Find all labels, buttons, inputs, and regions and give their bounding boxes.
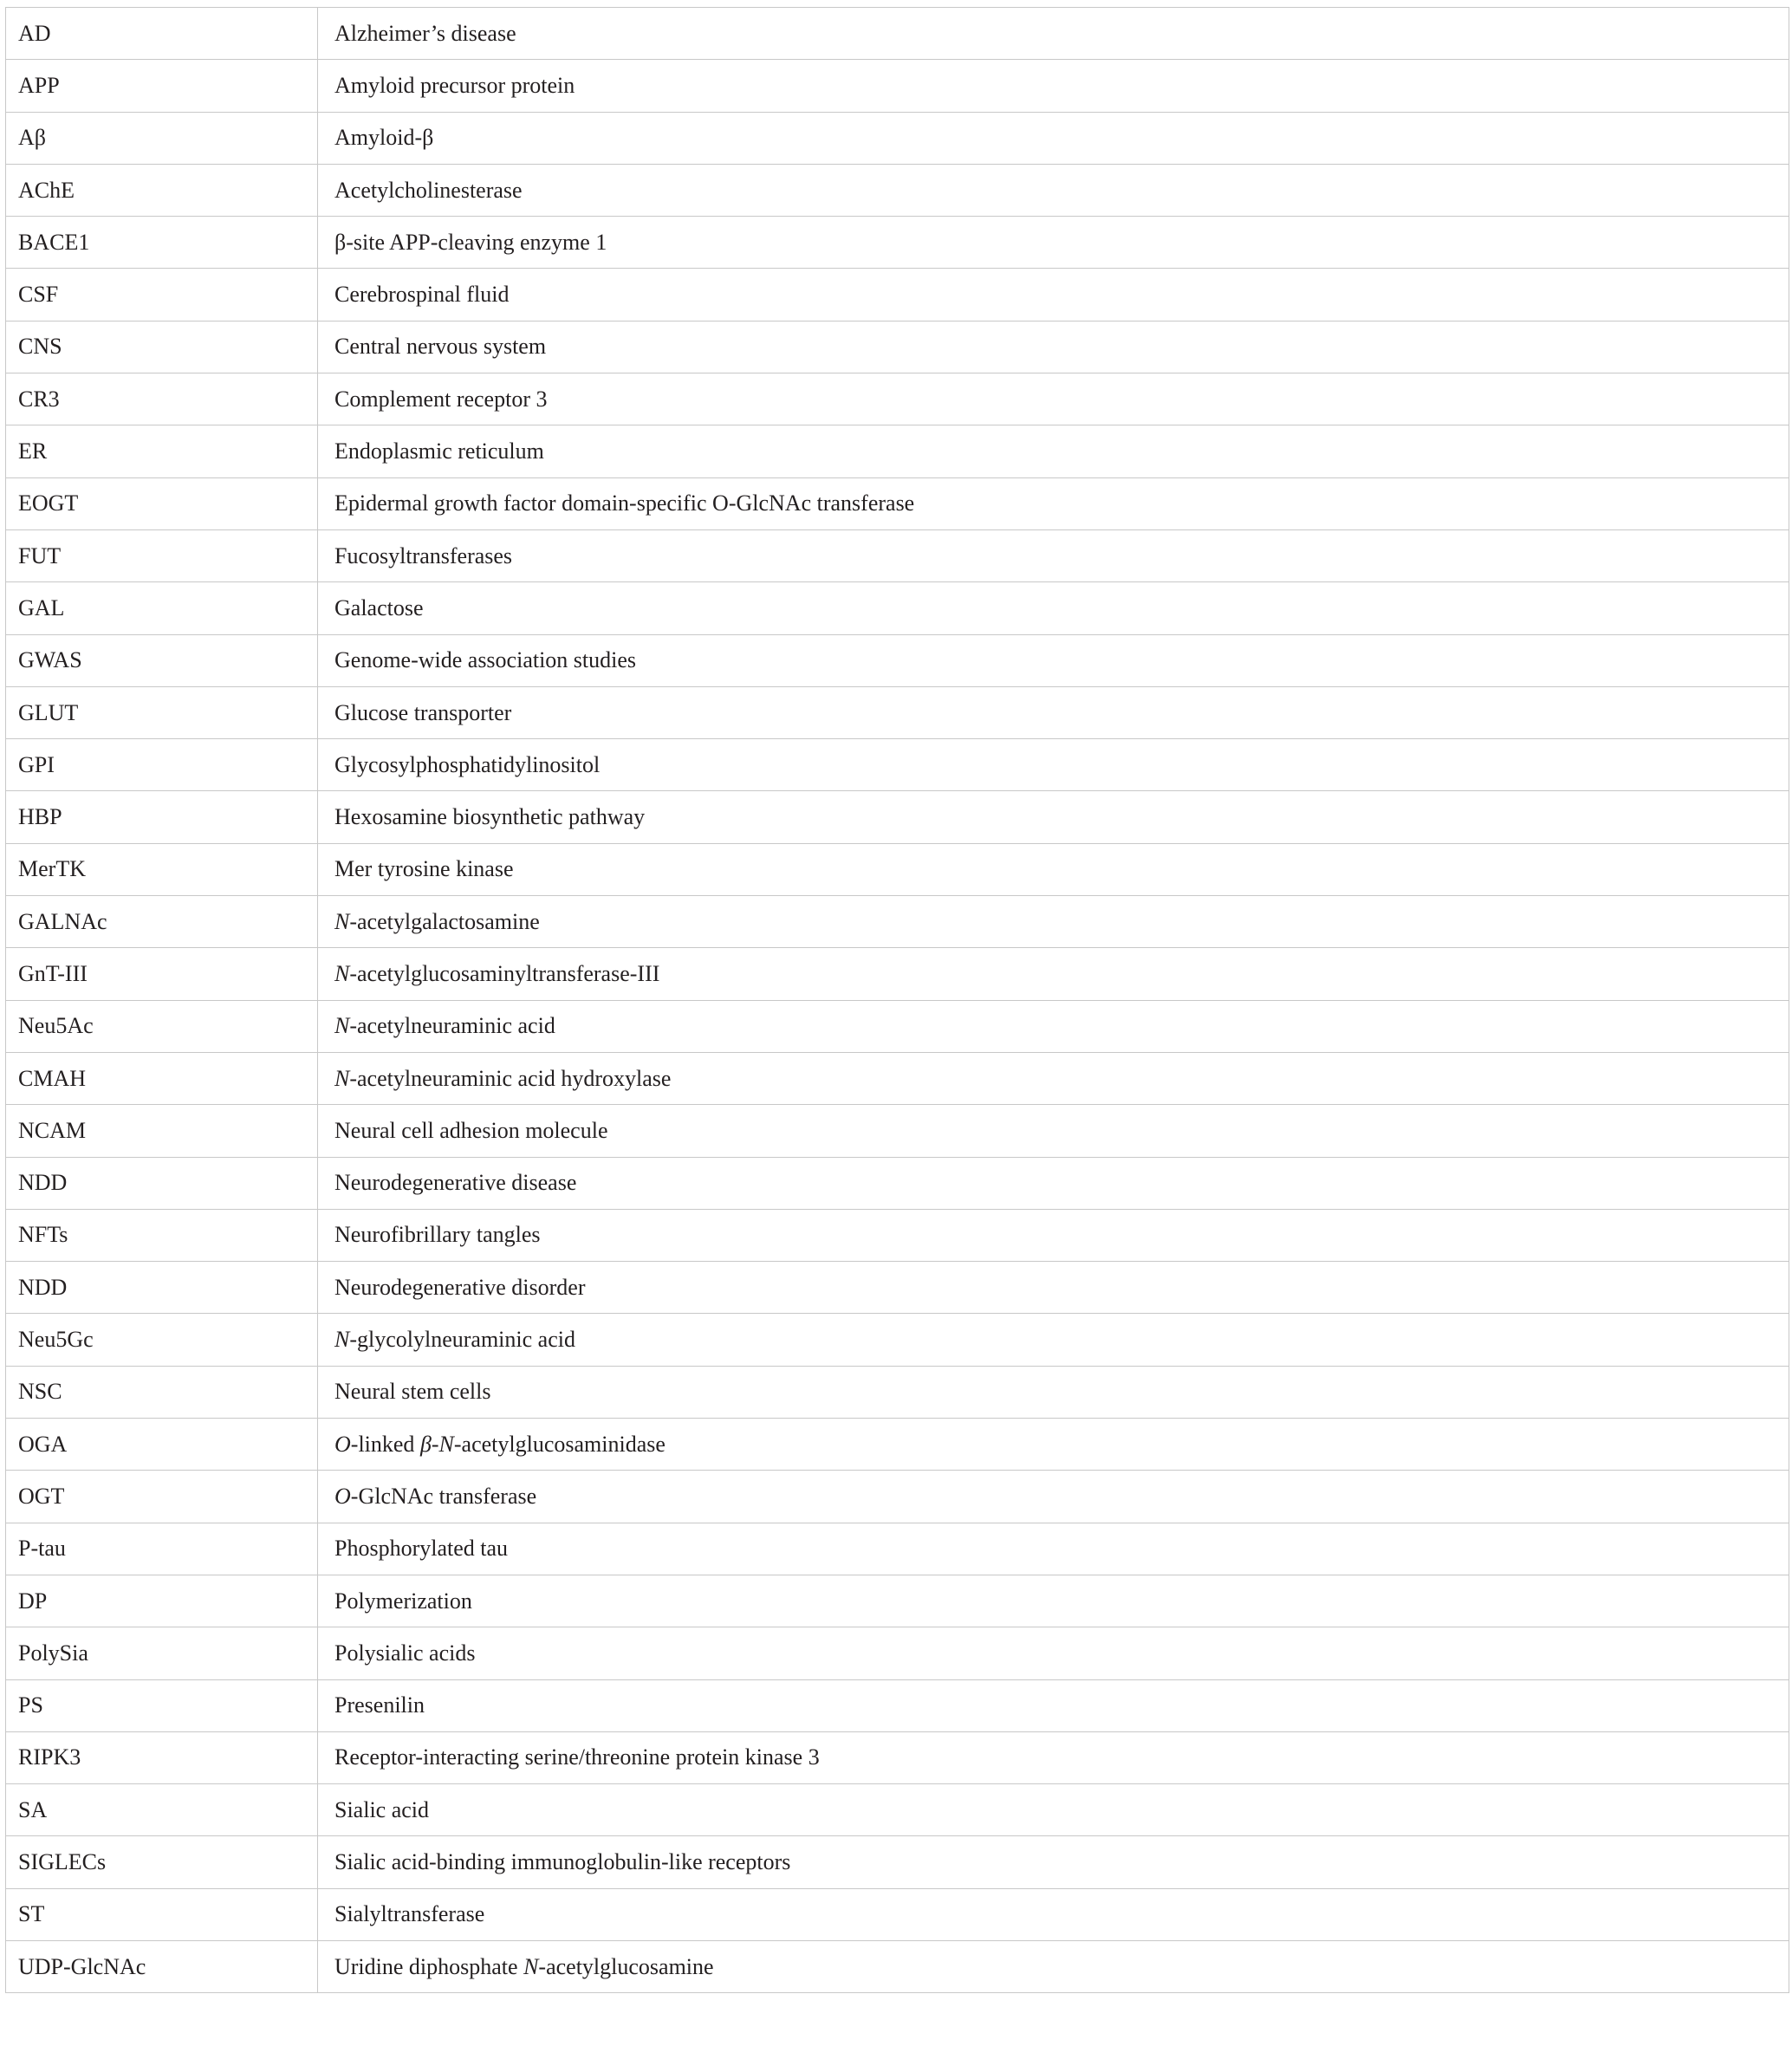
definition-italic-text: N [334,960,350,986]
definition-text: -acetylgalactosamine [349,908,540,934]
abbreviation-cell: RIPK3 [6,1731,318,1783]
table-row [6,529,1789,581]
definition-text: Sialyltransferase [334,1901,485,1927]
table-row [6,1314,1789,1366]
definition-italic-text: N [334,1013,350,1039]
abbreviation-cell: GnT-III [6,948,318,1000]
definition-cell [318,582,1789,634]
definition-text: Cerebrospinal fluid [334,282,510,308]
table-row [6,1523,1789,1575]
table-row [6,1575,1789,1627]
definition-text: Alzheimer’s disease [334,20,516,46]
table-row [6,1836,1789,1888]
abbreviation-cell: GPI [6,739,318,791]
definition-text: Glycosylphosphatidylinositol [334,751,601,777]
definition-text: -acetylglucosamine [538,1953,714,1979]
definition-cell [318,1000,1789,1052]
definition-text: Genome-wide association studies [334,647,637,673]
definition-cell [318,896,1789,948]
definition-text: Receptor-interacting serine/threonine protein kinase 3 [334,1744,820,1770]
definition-text: Sialic acid-binding immunoglobulin-like receptors [334,1849,791,1875]
definition-cell [318,1575,1789,1627]
abbreviation-cell: OGT [6,1471,318,1523]
table-row [6,948,1789,1000]
table-row [6,477,1789,529]
definition-cell [318,60,1789,112]
definition-text: Central nervous system [334,334,547,360]
table-row [6,8,1789,60]
abbreviation-cell: NFTs [6,1209,318,1261]
abbreviation-cell: APP [6,60,318,112]
definition-text: Sialic acid [334,1796,430,1822]
table-row [6,582,1789,634]
definition-text: Uridine diphosphate [334,1953,524,1979]
table-row [6,1888,1789,1940]
definition-text: -linked [350,1431,420,1457]
definition-text: -GlcNAc transferase [350,1483,537,1509]
definition-cell [318,1157,1789,1209]
abbreviation-cell: PolySia [6,1627,318,1679]
definition-cell [318,1209,1789,1261]
table-row [6,1784,1789,1836]
table-row [6,425,1789,477]
abbreviation-cell: SIGLECs [6,1836,318,1888]
definition-cell [318,1888,1789,1940]
table-row [6,1052,1789,1104]
definition-text: Neural stem cells [334,1379,491,1405]
definition-text: Endoplasmic reticulum [334,438,544,464]
abbreviation-cell: SA [6,1784,318,1836]
abbreviation-cell: DP [6,1575,318,1627]
table-row [6,164,1789,216]
abbreviation-cell: CNS [6,321,318,373]
definition-cell [318,791,1789,843]
abbreviation-cell: P-tau [6,1523,318,1575]
abbreviation-cell: BACE1 [6,217,318,269]
definition-text: Complement receptor 3 [334,386,548,412]
table-row [6,896,1789,948]
table-row [6,1209,1789,1261]
table-row [6,791,1789,843]
table-row [6,739,1789,791]
abbreviation-cell: NDD [6,1262,318,1314]
definition-text: Glucose transporter [334,699,512,725]
abbreviations-table [5,7,1789,1993]
definition-cell [318,1262,1789,1314]
definition-text: -acetylneuraminic acid hydroxylase [349,1065,672,1091]
definition-italic-text: N [334,908,350,934]
definition-italic-text: O [334,1483,351,1509]
table-row [6,1731,1789,1783]
definition-cell [318,1836,1789,1888]
definition-cell [318,1523,1789,1575]
abbreviation-cell: GWAS [6,634,318,686]
definition-cell [318,1679,1789,1731]
table-row [6,634,1789,686]
definition-text: -glycolylneuraminic acid [349,1327,575,1353]
definition-text: Polysialic acids [334,1640,476,1666]
table-row [6,1679,1789,1731]
definition-cell [318,425,1789,477]
definition-text: -acetylneuraminic acid [349,1013,555,1039]
abbreviation-cell: NDD [6,1157,318,1209]
table-row [6,112,1789,164]
abbreviation-cell: Neu5Ac [6,1000,318,1052]
definition-cell [318,1052,1789,1104]
definition-text: β-site APP-cleaving enzyme 1 [334,229,607,255]
abbreviation-cell: AChE [6,164,318,216]
definition-cell [318,164,1789,216]
definition-cell [318,1627,1789,1679]
definition-cell [318,321,1789,373]
definition-cell [318,477,1789,529]
table-row [6,1000,1789,1052]
definition-text: Neural cell adhesion molecule [334,1117,608,1143]
definition-cell [318,373,1789,425]
definition-cell [318,1731,1789,1783]
table-row [6,843,1789,895]
definition-cell [318,1314,1789,1366]
abbreviation-cell: GAL [6,582,318,634]
definition-text: Amyloid precursor protein [334,72,575,98]
abbreviation-cell: Neu5Gc [6,1314,318,1366]
definition-cell [318,269,1789,321]
definition-text: Neurodegenerative disorder [334,1274,586,1300]
abbreviation-cell: NSC [6,1366,318,1418]
abbreviation-cell: ER [6,425,318,477]
definition-cell [318,217,1789,269]
definition-cell [318,1471,1789,1523]
definition-text: Presenilin [334,1692,425,1718]
definition-italic-text: N [334,1065,350,1091]
definition-text: -acetylglucosaminyltransferase-III [349,960,660,986]
definition-cell [318,529,1789,581]
abbreviation-cell: FUT [6,529,318,581]
definition-cell [318,1784,1789,1836]
abbreviation-cell: CMAH [6,1052,318,1104]
abbreviation-cell: Aβ [6,112,318,164]
abbreviation-cell: PS [6,1679,318,1731]
abbreviation-cell: CSF [6,269,318,321]
table-row [6,1157,1789,1209]
definition-italic-text: N [334,1327,350,1353]
definition-text: Acetylcholinesterase [334,177,523,203]
definition-text: Neurodegenerative disease [334,1170,577,1196]
abbreviation-cell: EOGT [6,477,318,529]
definition-cell [318,1419,1789,1471]
definition-cell [318,843,1789,895]
table-row [6,217,1789,269]
definition-text: Amyloid-β [334,125,434,151]
abbreviation-cell: ST [6,1888,318,1940]
table-row [6,60,1789,112]
definition-text: Polymerization [334,1588,472,1614]
definition-cell [318,1105,1789,1157]
definition-italic-text: β-N [419,1431,454,1457]
definition-cell [318,1366,1789,1418]
definition-cell [318,634,1789,686]
abbreviation-cell: AD [6,8,318,60]
table-row [6,321,1789,373]
table-row [6,1262,1789,1314]
definition-cell [318,739,1789,791]
abbreviation-cell: MerTK [6,843,318,895]
table-row [6,1366,1789,1418]
abbreviation-cell: OGA [6,1419,318,1471]
definition-cell [318,8,1789,60]
definition-italic-text: O [334,1431,351,1457]
definition-text: Neurofibrillary tangles [334,1222,541,1248]
abbreviation-cell: GLUT [6,686,318,738]
definition-cell [318,1940,1789,1992]
definition-text: Galactose [334,594,424,620]
table-row [6,373,1789,425]
table-row [6,1419,1789,1471]
definition-text: Fucosyltransferases [334,542,513,568]
definition-text: -acetylglucosaminidase [453,1431,666,1457]
definition-cell [318,686,1789,738]
table-row [6,1627,1789,1679]
definition-text: Phosphorylated tau [334,1536,509,1562]
definition-italic-text: N [523,1953,539,1979]
definition-text: Hexosamine biosynthetic pathway [334,804,646,830]
abbreviation-cell: CR3 [6,373,318,425]
abbreviation-cell: GALNAc [6,896,318,948]
table-row [6,1940,1789,1992]
table-row [6,686,1789,738]
abbreviation-cell: UDP-GlcNAc [6,1940,318,1992]
definition-text: Epidermal growth factor domain-specific O-GlcNAc transferase [334,490,915,516]
definition-cell [318,948,1789,1000]
abbreviations-table-body [6,8,1789,1993]
definition-text: Mer tyrosine kinase [334,856,514,882]
abbreviation-cell: HBP [6,791,318,843]
abbreviation-cell: NCAM [6,1105,318,1157]
table-row [6,269,1789,321]
table-row [6,1471,1789,1523]
table-row [6,1105,1789,1157]
definition-cell [318,112,1789,164]
